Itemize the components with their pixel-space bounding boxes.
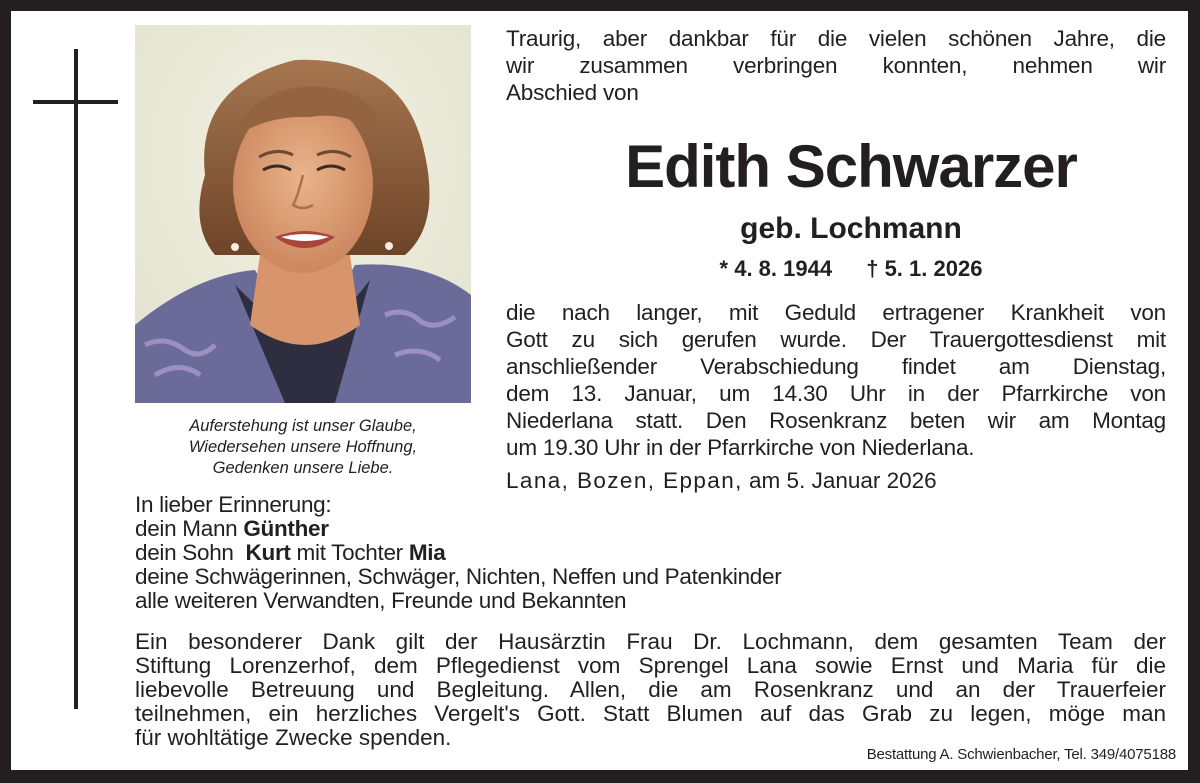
undertaker-contact: Bestattung A. Schwienbacher, Tel. 349/4075188 <box>866 746 1176 763</box>
announcement-line: Niederlana statt. Den Rosenkranz beten wir am Montag <box>506 408 1166 433</box>
thanks-text <box>135 630 1166 750</box>
cross-icon-vertical <box>74 49 78 709</box>
announcement-line: dem 13. Januar, um 14.30 Uhr in der Pfarrkirche von <box>506 381 1166 406</box>
deceased-name: Edith Schwarzer <box>625 133 1077 200</box>
death-date: † 5. 1. 2026 <box>866 256 983 281</box>
portrait-photo <box>135 25 471 403</box>
thanks-line: für wohltätige Zwecke spenden. <box>135 725 452 750</box>
motto-line: Auferstehung ist unser Glaube, <box>189 417 417 435</box>
thanks-line: teilnehmen, ein herzliches Vergelt's Gott. Statt Blumen auf das Grab zu legen, möge man <box>135 701 1166 726</box>
thanks-line: liebevolle Betreuung und Begleitung. Allen, die am Rosenkranz und an der Trauerfeier <box>135 677 1166 702</box>
motto-quote <box>135 416 471 479</box>
family-relatives: deine Schwägerinnen, Schwäger, Nichten, Neffen und Patenkinder <box>135 564 782 589</box>
family-heading: In lieber Erinnerung: <box>135 492 332 517</box>
family-list <box>135 493 781 613</box>
birth-date: * 4. 8. 1944 <box>719 256 833 281</box>
announcement-line: um 19.30 Uhr in der Pfarrkirche von Niederlana. <box>506 435 975 460</box>
cross-icon-horizontal <box>33 100 118 104</box>
announcement-text <box>506 299 1166 461</box>
family-others: alle weiteren Verwandten, Freunde und Bekannten <box>135 588 627 613</box>
portrait-illustration <box>135 25 471 403</box>
intro-line: Traurig, aber dankbar für die vielen schönen Jahre, die <box>506 26 1166 51</box>
thanks-line: Stiftung Lorenzerhof, dem Pflegedienst vom Sprengel Lana sowie Ernst und Maria für die <box>135 653 1166 678</box>
son-name: Kurt <box>245 540 291 565</box>
place-cities: Lana, Bozen, Eppan, <box>506 468 743 493</box>
husband-name: Günther <box>243 516 329 541</box>
family-son: dein Sohn Kurt mit Tochter Mia <box>135 540 446 565</box>
life-dates <box>506 255 1196 283</box>
intro-line: wir zusammen verbringen konnten, nehmen wir <box>506 53 1166 78</box>
family-husband: dein Mann Günther <box>135 516 329 541</box>
granddaughter-name: Mia <box>408 540 446 565</box>
maiden-name: geb. Lochmann <box>740 212 962 245</box>
place-and-date <box>506 467 937 494</box>
announcement-line: anschließender Verabschiedung findet am Dienstag, <box>506 354 1166 379</box>
intro-line: Abschied von <box>506 80 639 105</box>
obituary-card <box>11 11 1188 770</box>
motto-line: Wiedersehen unsere Hoffnung, <box>188 438 418 456</box>
announcement-line: die nach langer, mit Geduld ertragener Krankheit von <box>506 300 1166 325</box>
notice-date: am 5. Januar 2026 <box>749 468 937 493</box>
announcement-line: Gott zu sich gerufen wurde. Der Trauergottesdienst mit <box>506 327 1166 352</box>
thanks-line: Ein besonderer Dank gilt der Hausärztin Frau Dr. Lochmann, dem gesamten Team der <box>135 629 1166 654</box>
motto-line: Gedenken unsere Liebe. <box>212 459 394 477</box>
intro-text <box>506 25 1166 106</box>
